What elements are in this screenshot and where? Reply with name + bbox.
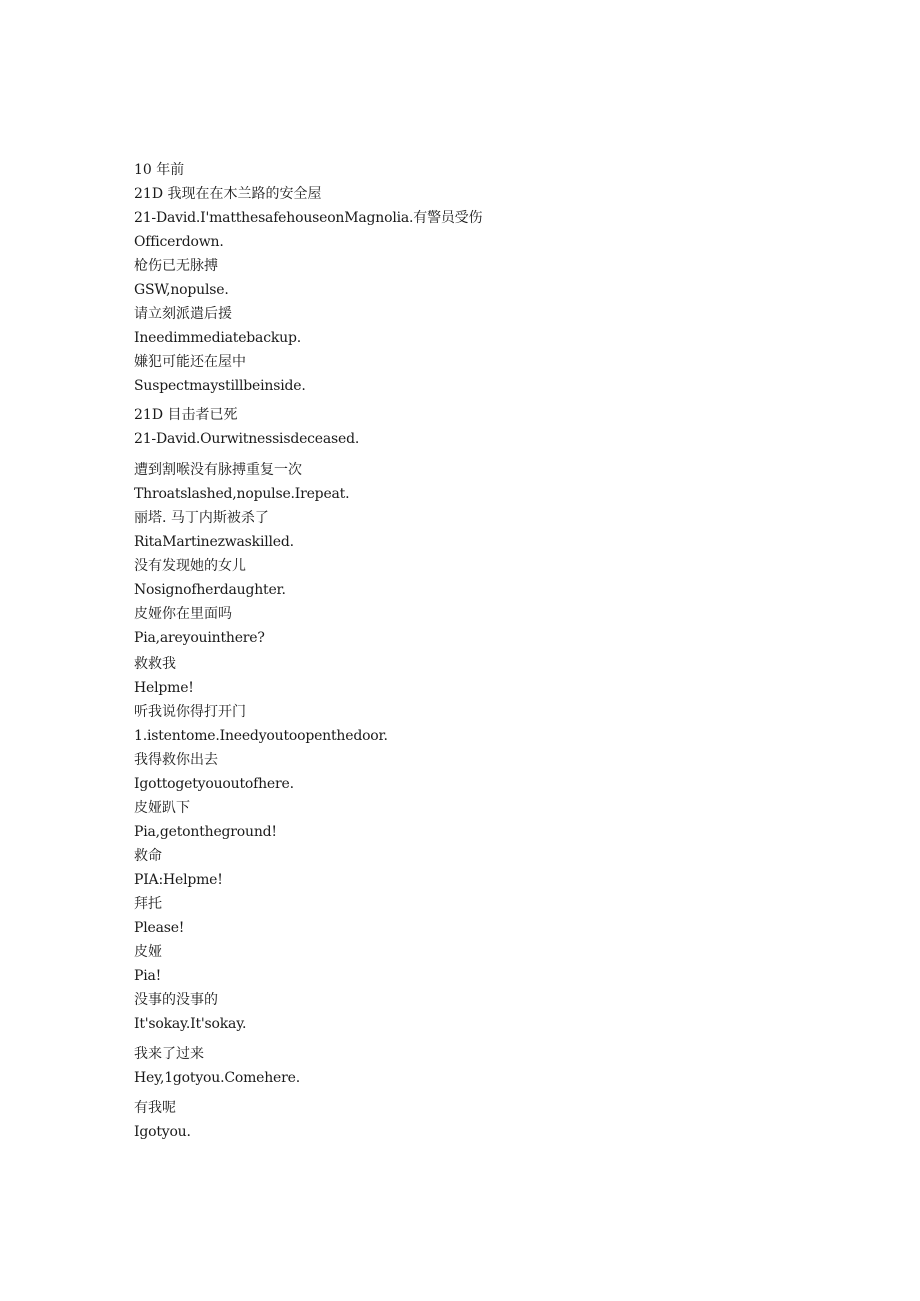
transcript-line: 遭到割喉没有脉搏重复一次 (134, 462, 302, 478)
transcript-line: 嫌犯可能还在屋中 (134, 354, 246, 370)
transcript-line: Helpme! (134, 680, 194, 696)
transcript-line: 我得救你出去 (134, 752, 218, 768)
transcript-line: 1.istentome.Ineedyoutoopenthedoor. (134, 728, 388, 744)
transcript-line: 请立刻派遣后援 (134, 306, 232, 322)
transcript-line: Igotyou. (134, 1124, 191, 1140)
transcript-line: 救救我 (134, 656, 176, 672)
transcript-line: Ineedimmediatebackup. (134, 330, 301, 346)
transcript-line: PIA:Helpme! (134, 872, 223, 888)
transcript-line: 枪伤已无脉搏 (134, 258, 218, 274)
transcript-line: 拜托 (134, 896, 162, 912)
transcript-line: 皮娅趴下 (134, 800, 190, 816)
transcript-line: Suspectmaystillbeinside. (134, 378, 306, 394)
transcript-line: Officerdown. (134, 234, 224, 250)
transcript-line: It'sokay.It'sokay. (134, 1016, 247, 1032)
transcript-line: 听我说你得打开门 (134, 704, 246, 720)
transcript-line: RitaMartinezwaskilled. (134, 534, 294, 550)
transcript-line: 21D 目击者已死 (134, 407, 238, 423)
transcript-line: 我来了过来 (134, 1046, 204, 1062)
transcript-line: GSW,nopulse. (134, 282, 229, 298)
transcript-line: Pia! (134, 968, 162, 984)
transcript-line: 21-David.Ourwitnessisdeceased. (134, 431, 360, 447)
transcript-line: Igottogetyououtofhere. (134, 776, 294, 792)
transcript-line: 21D 我现在在木兰路的安全屋 (134, 186, 322, 202)
transcript-line: 没有发现她的女儿 (134, 558, 246, 574)
transcript-line: Pia,areyouinthere? (134, 630, 265, 646)
transcript-line: 救命 (134, 848, 162, 864)
transcript-line: 没事的没事的 (134, 992, 218, 1008)
transcript-line: 有我呢 (134, 1100, 176, 1116)
transcript-line: Hey,1gotyou.Comehere. (134, 1070, 300, 1086)
transcript-line: Pia,getontheground! (134, 824, 277, 840)
transcript-line: 皮娅你在里面吗 (134, 606, 232, 622)
transcript-line: Please! (134, 920, 185, 936)
transcript-line: 皮娅 (134, 944, 162, 960)
transcript-line: 10 年前 (134, 162, 185, 178)
transcript-line: Nosignofherdaughter. (134, 582, 286, 598)
transcript-line: 丽塔. 马丁内斯被杀了 (134, 510, 269, 526)
transcript-line: 21-David.I'matthesafehouseonMagnolia.有警员受伤 (134, 210, 483, 226)
transcript-line: Throatslashed,nopulse.Irepeat. (134, 486, 350, 502)
